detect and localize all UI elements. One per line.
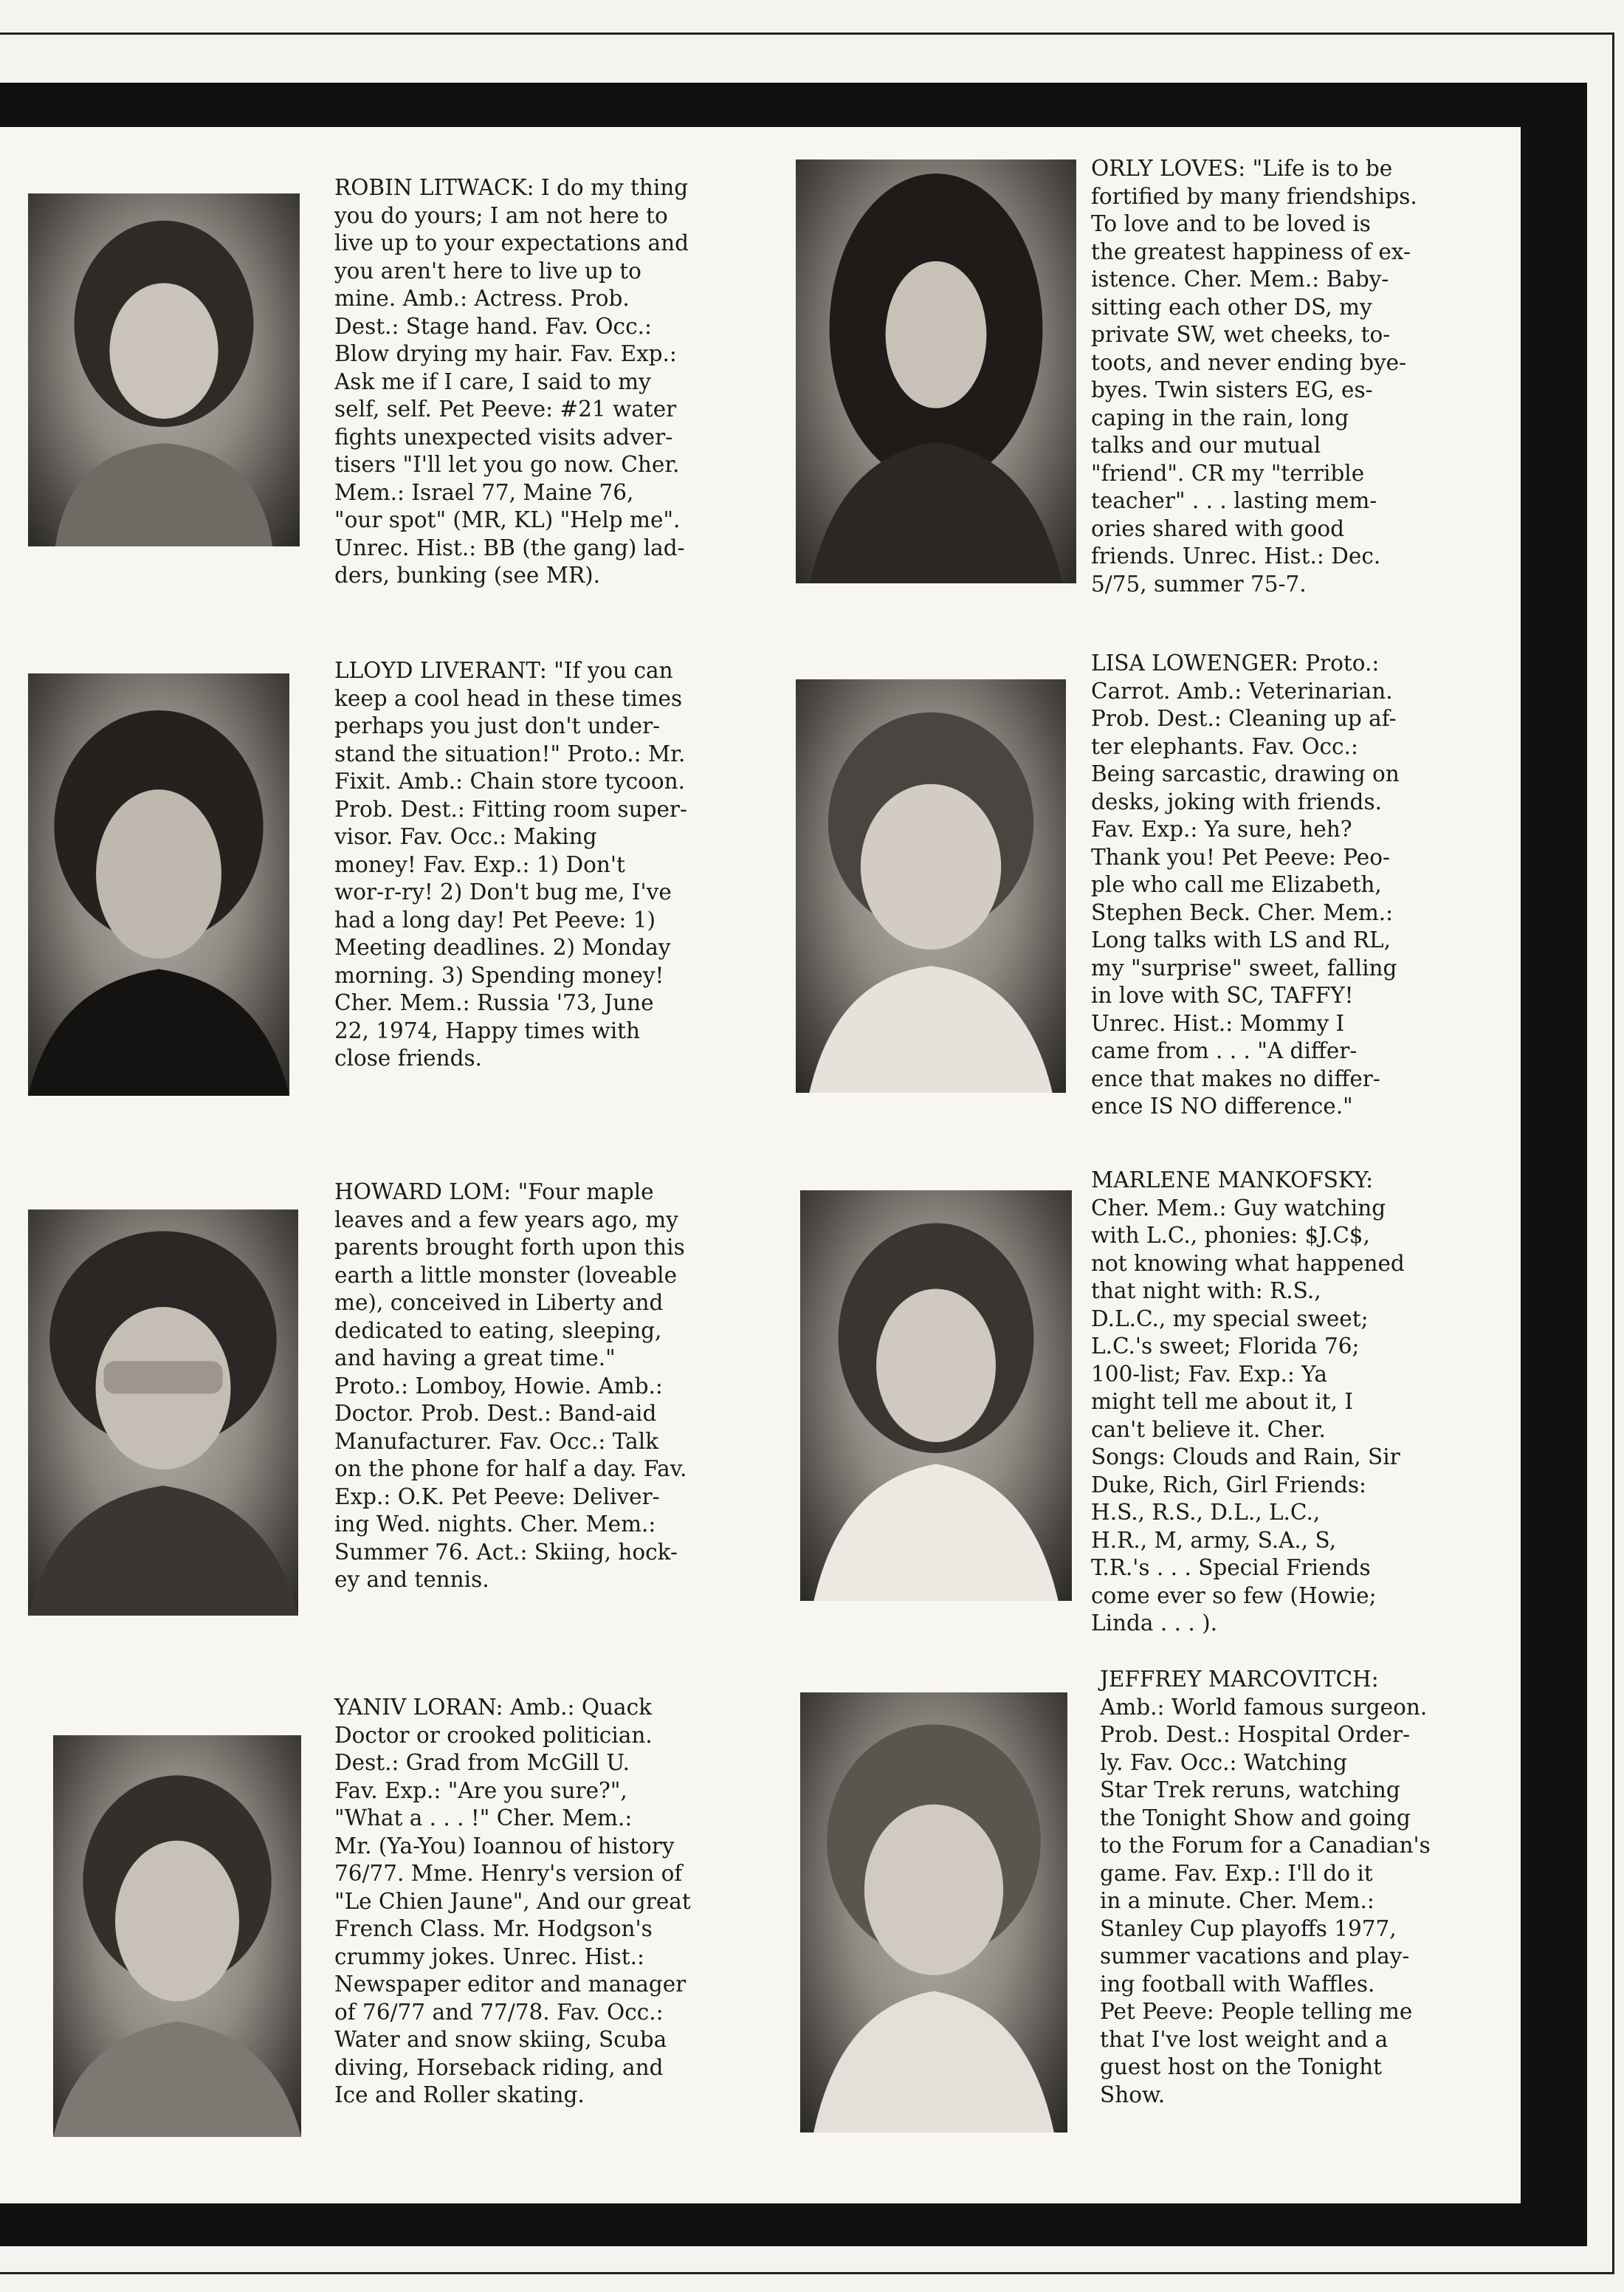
portrait-photo-orly-loves [796, 159, 1076, 583]
bio-lisa-lowenger: LISA LOWENGER: Proto.: Carrot. Amb.: Veterinarian. Prob. Dest.: Cleaning up af- ter elephants. Fav. Occ.: Being sarcastic, drawing on desks, joking with friends. Fav. Exp.: Ya sure, heh? Thank you! Pet Peeve: Peo- ple who call me Elizabeth, Stephen Beck. Cher. Mem.: Long talks with LS and RL, my "surprise" sweet, falling in love with SC, TAFFY! Unrec. Hist.: Mommy I came from . . . "A differ- ence that makes no differ- ence IS NO difference." [1091, 651, 1400, 1119]
bio-lloyd-liverant: LLOYD LIVERANT: "If you can keep a cool head in these times perhaps you just don't under- stand the situation!" Proto.: Mr. Fixit. Amb.: Chain store tycoon. Prob. Dest.: Fitting room super- visor. Fav. Occ.: Making money! Fav. Exp.: 1) Don't wor-r-ry! 2) Don't bug me, I've had a long day! Pet Peeve: 1) Meeting deadlines. 2) Monday morning. 3) Spending money! Cher. Mem.: Russia '73, June 22, 1974, Happy times with close friends. [334, 658, 687, 1071]
portrait-photo-marlene-mankofsky [800, 1190, 1072, 1601]
portrait-photo-robin-litwack [28, 193, 300, 546]
bio-robin-litwack: ROBIN LITWACK: I do my thing you do yours; I am not here to live up to your expectations and you aren't here to live up to mine. Amb.: Actress. Prob. Dest.: Stage hand. Fav. Occ.: Blow drying my hair. Fav. Exp.: Ask me if I care, I said to my self, self. Pet Peeve: #21 water fights unexpected visits adver- tisers "I'll let you go now. Cher. Mem.: Israel 77, Maine 76, "our spot" (MR, KL) "Help me". Unrec. Hist.: BB (the gang) lad- ders, bunking (see MR). [334, 175, 689, 588]
portrait-photo-howard-lom [28, 1210, 298, 1616]
portrait-photo-yaniv-loran [53, 1735, 301, 2137]
bio-marlene-mankofsky: MARLENE MANKOFSKY: Cher. Mem.: Guy watching with L.C., phonies: $J.C$, not knowing what happened that night with: R.S., D.L.C., my special sweet; L.C.'s sweet; Florida 76; 100-list; Fav. Exp.: Ya might tell me about it, I can't believe it. Cher. Songs: Clouds and Rain, Sir Duke, Rich, Girl Friends: H.S., R.S., D.L., L.C., H.R., M, army, S.A., S, T.R.'s . . . Special Friends come ever so few (Howie; Linda . . . ). [1091, 1167, 1405, 1636]
bio-howard-lom: HOWARD LOM: "Four maple leaves and a few years ago, my parents brought forth upon this earth a little monster (loveable me), conceived in Liberty and dedicated to eating, sleeping, and having a great time." Proto.: Lomboy, Howie. Amb.: Doctor. Prob. Dest.: Band-aid Manufacturer. Fav. Occ.: Talk on the phone for half a day. Fav. Exp.: O.K. Pet Peeve: Deliver- ing Wed. nights. Cher. Mem.: Summer 76. Act.: Skiing, hock- ey and tennis. [334, 1179, 687, 1592]
bio-jeffrey-marcovitch: JEFFREY MARCOVITCH: Amb.: World famous surgeon. Prob. Dest.: Hospital Order- ly. Fav. Occ.: Watching Star Trek reruns, watching the Tonight Show and going to the Forum for a Canadian's game. Fav. Exp.: I'll do it in a minute. Cher. Mem.: Stanley Cup playoffs 1977, summer vacations and play- ing football with Waffles. Pet Peeve: People telling me that I've lost weight and a guest host on the Tonight Show. [1100, 1667, 1431, 2107]
portrait-photo-lloyd-liverant [28, 673, 289, 1096]
portrait-photo-lisa-lowenger [796, 679, 1066, 1093]
bio-yaniv-loran: YANIV LORAN: Amb.: Quack Doctor or crooked politician. Dest.: Grad from McGill U. Fav. Exp.: "Are you sure?", "What a . . . !" Cher. Mem.: Mr. (Ya-You) Ioannou of history 76/77. Mme. Henry's version of "Le Chien Jaune", And our great French Class. Mr. Hodgson's crummy jokes. Unrec. Hist.: Newspaper editor and manager of 76/77 and 77/78. Fav. Occ.: Water and snow skiing, Scuba diving, Horseback riding, and Ice and Roller skating. [334, 1695, 691, 2107]
bio-orly-loves: ORLY LOVES: "Life is to be fortified by many friendships. To love and to be loved is the greatest happiness of ex- istence. Cher. Mem.: Baby- sitting each other DS, my private SW, wet cheeks, to- toots, and never ending bye- byes. Twin sisters EG, es- caping in the rain, long talks and our mutual "friend". CR my "terrible teacher" . . . lasting mem- ories shared with good friends. Unrec. Hist.: Dec. 5/75, summer 75-7. [1091, 156, 1417, 597]
portrait-photo-jeffrey-marcovitch [800, 1692, 1067, 2133]
